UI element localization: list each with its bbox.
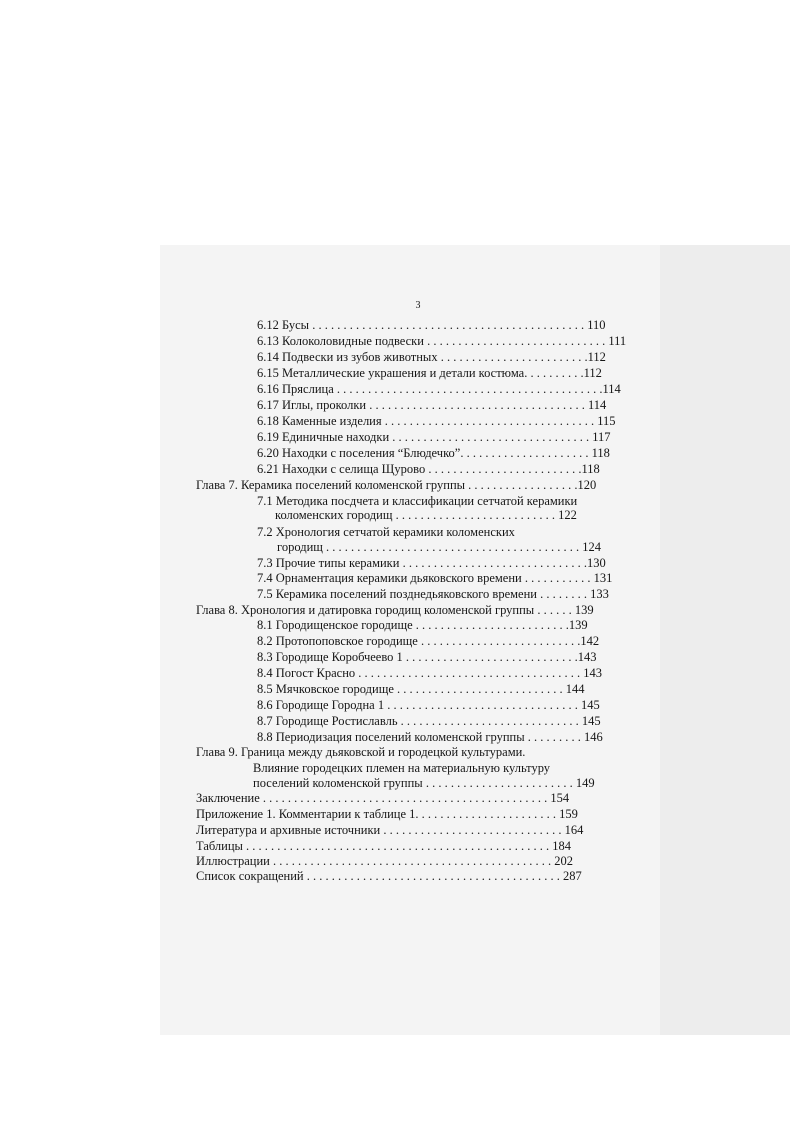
toc-abbreviations: Список сокращений . . . . . . . . . . . . . . . . . . . . . . . . . . . . . . . . . . . . . . . . . 287 — [196, 869, 582, 883]
toc-entry-6-17: 6.17 Иглы, проколки . . . . . . . . . . . . . . . . . . . . . . . . . . . . . . . . . . . 114 — [257, 398, 607, 412]
toc-entry-7-2-continued: городищ . . . . . . . . . . . . . . . . . . . . . . . . . . . . . . . . . . . . . . . . . 124 — [277, 540, 602, 554]
toc-entry-6-20: 6.20 Находки с поселения “Блюдечко”. . . . . . . . . . . . . . . . . . . . . 118 — [257, 446, 610, 460]
toc-entry-8-1: 8.1 Городищенское городище . . . . . . . . . . . . . . . . . . . . . . . . .139 — [257, 618, 588, 632]
toc-tables: Таблицы . . . . . . . . . . . . . . . . . . . . . . . . . . . . . . . . . . . . . . . . . . . . . . . . . 184 — [196, 839, 572, 853]
toc-chapter-9-continued-1: Влияние городецких племен на материальную культуру — [253, 761, 551, 775]
toc-entry-6-15: 6.15 Металлические украшения и детали костюма. . . . . . . . . .112 — [257, 366, 602, 380]
toc-chapter-9: Глава 9. Граница между дьяковской и городецкой культурами. — [196, 745, 526, 759]
toc-entry-6-21: 6.21 Находки с селища Щурово . . . . . . . . . . . . . . . . . . . . . . . . .118 — [257, 462, 600, 476]
toc-entry-6-19: 6.19 Единичные находки . . . . . . . . . . . . . . . . . . . . . . . . . . . . . . . . 117 — [257, 430, 611, 444]
toc-entry-6-14: 6.14 Подвески из зубов животных . . . . . . . . . . . . . . . . . . . . . . . .112 — [257, 350, 606, 364]
toc-entry-6-12: 6.12 Бусы . . . . . . . . . . . . . . . . . . . . . . . . . . . . . . . . . . . . . . . . . . . . 110 — [257, 318, 606, 332]
toc-entry-8-7: 8.7 Городище Ростиславль . . . . . . . . . . . . . . . . . . . . . . . . . . . . . 145 — [257, 714, 601, 728]
toc-chapter-7: Глава 7. Керамика поселений коломенской группы . . . . . . . . . . . . . . . . . .120 — [196, 478, 597, 492]
toc-conclusion: Заключение . . . . . . . . . . . . . . . . . . . . . . . . . . . . . . . . . . . . . . . . . . . . . . 154 — [196, 791, 570, 805]
toc-entry-8-3: 8.3 Городище Коробчеево 1 . . . . . . . . . . . . . . . . . . . . . . . . . . . .143 — [257, 650, 597, 664]
toc-entry-7-2: 7.2 Хронология сетчатой керамики коломенских — [257, 525, 515, 539]
toc-appendix-1: Приложение 1. Комментарии к таблице 1. . . . . . . . . . . . . . . . . . . . . . . 159 — [196, 807, 578, 821]
toc-entry-8-4: 8.4 Погост Красно . . . . . . . . . . . . . . . . . . . . . . . . . . . . . . . . . . . . 143 — [257, 666, 603, 680]
page-number: 3 — [415, 300, 421, 311]
toc-chapter-8: Глава 8. Хронология и датировка городищ коломенской группы . . . . . . 139 — [196, 603, 594, 617]
toc-entry-6-13: 6.13 Колоколовидные подвески . . . . . . . . . . . . . . . . . . . . . . . . . . . . . 111 — [257, 334, 627, 348]
toc-entry-7-1: 7.1 Методика посдчета и классификации сетчатой керамики — [257, 494, 578, 508]
toc-entry-6-18: 6.18 Каменные изделия . . . . . . . . . . . . . . . . . . . . . . . . . . . . . . . . . . 115 — [257, 414, 616, 428]
toc-chapter-9-continued-2: поселений коломенской группы . . . . . . . . . . . . . . . . . . . . . . . . 149 — [253, 776, 595, 790]
toc-entry-8-2: 8.2 Протопоповское городище . . . . . . . . . . . . . . . . . . . . . . . . . .142 — [257, 634, 600, 648]
toc-entry-8-6: 8.6 Городище Городна 1 . . . . . . . . . . . . . . . . . . . . . . . . . . . . . . . 145 — [257, 698, 600, 712]
toc-entry-7-5: 7.5 Керамика поселений позднедьяковского времени . . . . . . . . 133 — [257, 587, 609, 601]
toc-entry-7-1-continued: коломенских городищ . . . . . . . . . . . . . . . . . . . . . . . . . . 122 — [275, 508, 577, 522]
toc-entry-8-8: 8.8 Периодизация поселений коломенской группы . . . . . . . . . 146 — [257, 730, 603, 744]
toc-entry-7-3: 7.3 Прочие типы керамики . . . . . . . . . . . . . . . . . . . . . . . . . . . . . .130 — [257, 556, 606, 570]
toc-illustrations: Иллюстрации . . . . . . . . . . . . . . . . . . . . . . . . . . . . . . . . . . . . . . . . . . . . . 202 — [196, 854, 573, 868]
toc-literature: Литература и архивные источники . . . . . . . . . . . . . . . . . . . . . . . . . . . . . 164 — [196, 823, 584, 837]
toc-entry-7-4: 7.4 Орнаментация керамики дьяковского времени . . . . . . . . . . . 131 — [257, 571, 613, 585]
toc-entry-6-16: 6.16 Пряслица . . . . . . . . . . . . . . . . . . . . . . . . . . . . . . . . . . . . . . . . . . .114 — [257, 382, 621, 396]
toc-entry-8-5: 8.5 Мячковское городище . . . . . . . . . . . . . . . . . . . . . . . . . . . 144 — [257, 682, 585, 696]
